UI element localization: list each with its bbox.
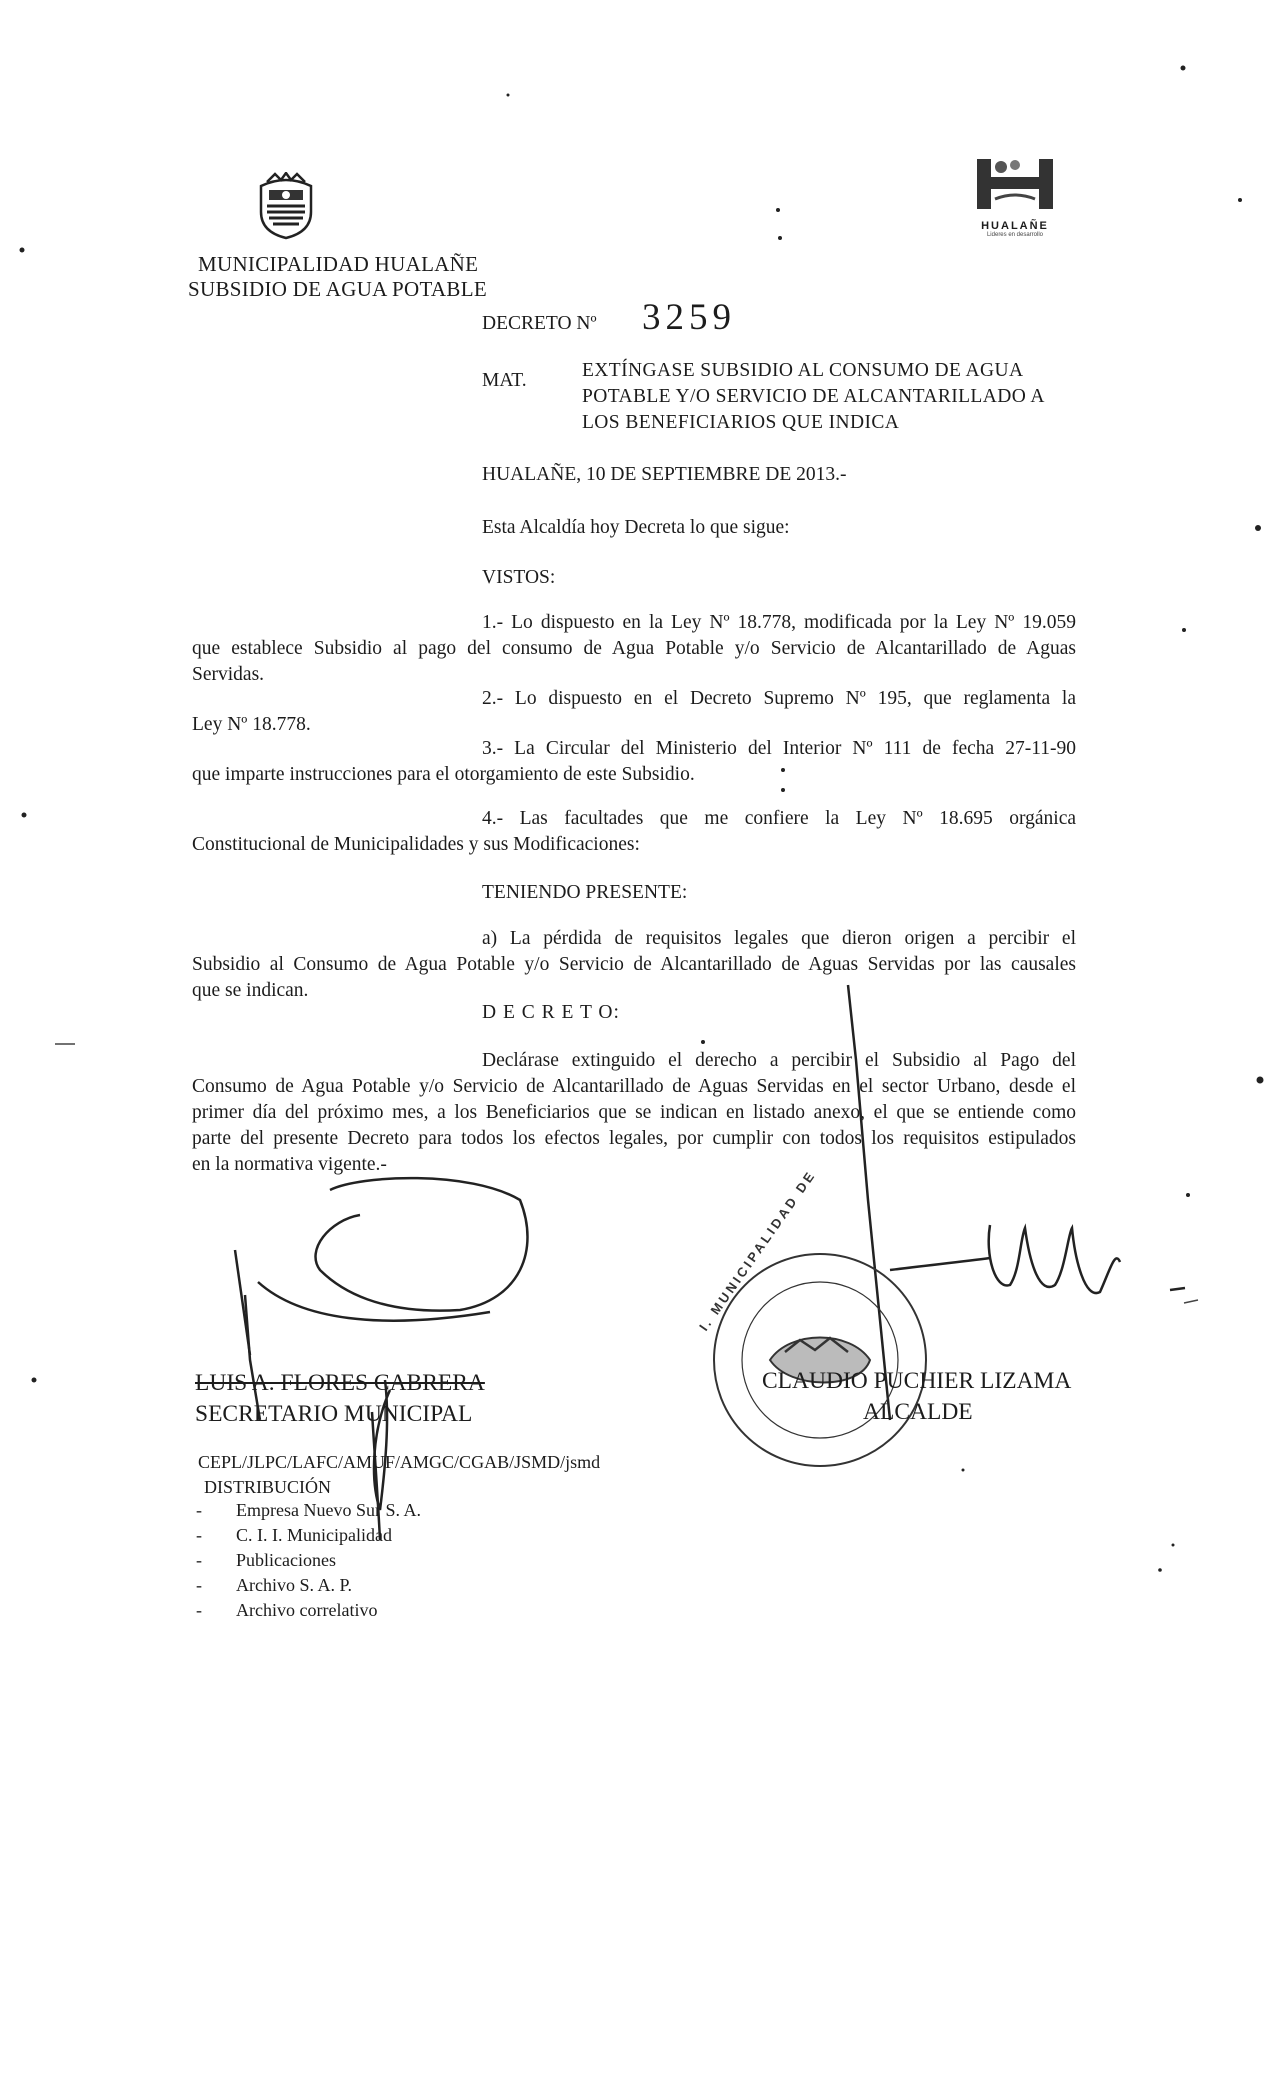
distribution-heading: DISTRIBUCIÓN [204,1477,332,1497]
municipality-name: MUNICIPALIDAD HUALAÑE [198,252,479,276]
left-signatory-name: LUIS A. FLORES CABRERA [195,1370,485,1396]
teniendo-a-line-2: Subsidio al Consumo de Agua Potable y/o Servicio de Alcantarillado de Aguas Servidas por las causales [192,954,1076,975]
official-stamp [714,1254,926,1466]
decreto-heading: D E C R E T O: [482,1002,620,1023]
right-signatory-title: ALCALDE [863,1399,973,1425]
decreto-line-2: Consumo de Agua Potable y/o Servicio de Alcantarillado de Aguas Servidas en el sector Urbano, desde el [192,1076,1076,1097]
teniendo-a-line-1: a) La pérdida de requisitos legales que dieron origen a percibir el [482,928,1076,949]
left-signatory-title: SECRETARIO MUNICIPAL [195,1401,473,1427]
right-signatory-name: CLAUDIO PUCHIER LIZAMA [762,1368,1072,1394]
decree-number: 3259 [642,297,736,338]
department-name: SUBSIDIO DE AGUA POTABLE [188,277,487,301]
mat-line-2: POTABLE Y/O SERVICIO DE ALCANTARILLADO A [582,386,1045,407]
initials-line: CEPL/JLPC/LAFC/AMUF/AMGC/CGAB/JSMD/jsmd [198,1452,601,1472]
mat-label: MAT. [482,370,527,391]
vistos-4-line-2: Constitucional de Municipalidades y sus Modificaciones: [192,834,640,855]
decree-date: HUALAÑE, 10 DE SEPTIEMBRE DE 2013.- [482,464,847,485]
logo-text: HUALAÑE [981,220,1049,232]
vistos-1-line-3: Servidas. [192,664,265,685]
list-item: - Empresa Nuevo Sur S. A. [196,1500,421,1520]
list-item: - Publicaciones [196,1550,336,1570]
vistos-3-line-1: 3.- La Circular del Ministerio del Interior Nº 111 de fecha 27-11-90 [482,738,1076,759]
distribution-list [196,1498,596,1623]
mat-line-3: LOS BENEFICIARIOS QUE INDICA [582,412,900,433]
vistos-1-line-2: que establece Subsidio al pago del consumo de Agua Potable y/o Servicio de Alcantarillado de Aguas [192,638,1076,659]
vistos-2-line-1: 2.- Lo dispuesto en el Decreto Supremo Nº 195, que reglamenta la [482,688,1076,709]
right-signature [890,1225,1185,1293]
vistos-2-line-2: Ley Nº 18.778. [192,714,311,735]
teniendo-heading: TENIENDO PRESENTE: [482,882,688,903]
teniendo-a-line-3: que se indican. [192,980,309,1001]
vistos-4-line-1: 4.- Las facultades que me confiere la Ley Nº 18.695 orgánica [482,808,1076,829]
list-item: - Archivo correlativo [196,1600,378,1620]
decreto-line-3: primer día del próximo mes, a los Beneficiarios que se indican en listado anexo, el que se entiende como [192,1102,1076,1123]
stamp-text: I. MUNICIPALIDAD DE [696,1167,819,1334]
list-item: - C. I. I. Municipalidad [196,1525,392,1545]
vistos-heading: VISTOS: [482,567,556,588]
list-item: - Archivo S. A. P. [196,1575,353,1595]
logo-tagline: Lideres en desarrollo [986,232,1044,238]
decreto-line-4: parte del presente Decreto para todos los efectos legales, por cumplir con todos los requisitos estipulados [192,1128,1076,1149]
vistos-1-line-1: 1.- Lo dispuesto en la Ley Nº 18.778, modificada por la Ley Nº 19.059 [482,612,1076,633]
decree-label: DECRETO Nº [482,313,597,334]
intro-text: Esta Alcaldía hoy Decreta lo que sigue: [482,517,790,538]
decreto-line-5: en la normativa vigente.- [192,1154,387,1175]
decreto-line-1: Declárase extinguido el derecho a percibir el Subsidio al Pago del [482,1050,1076,1071]
mat-line-1: EXTÍNGASE SUBSIDIO AL CONSUMO DE AGUA [582,360,1024,381]
vistos-3-line-2: que imparte instrucciones para el otorgamiento de este Subsidio. [192,764,695,785]
